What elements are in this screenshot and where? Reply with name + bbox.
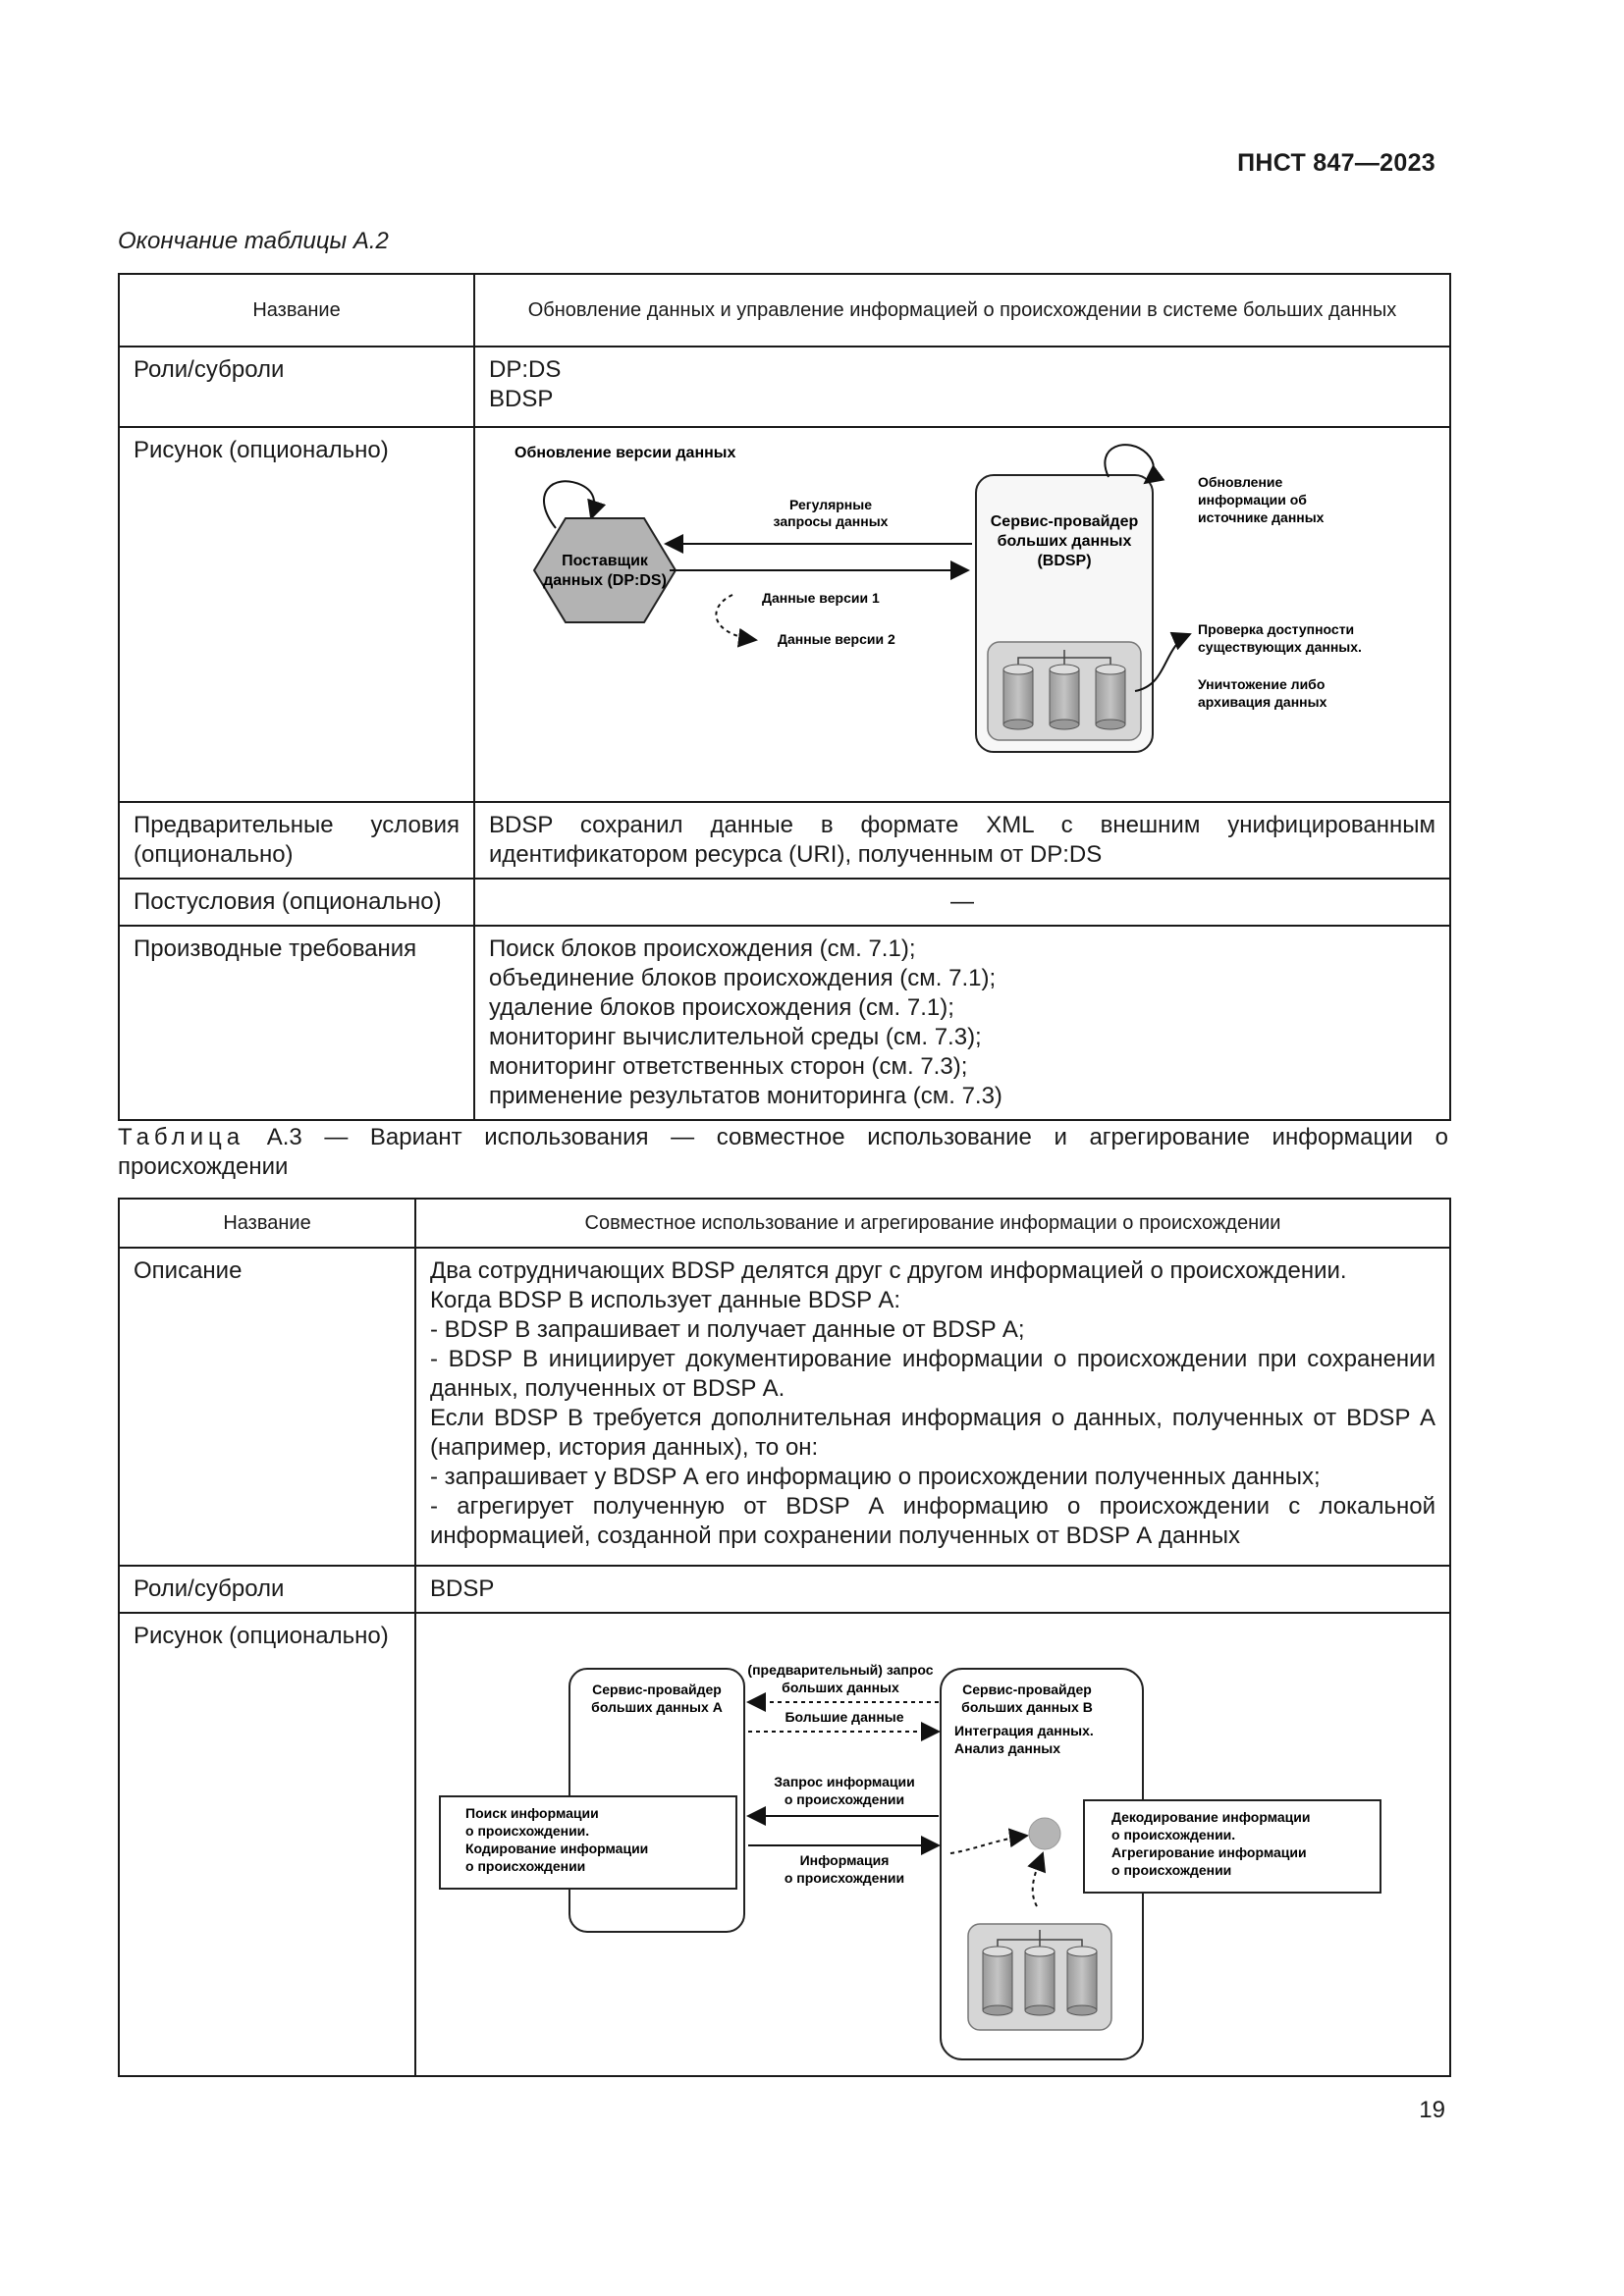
document-code: ПНСТ 847—2023 bbox=[1237, 149, 1435, 177]
requests-label-1: Регулярные bbox=[788, 497, 873, 512]
description-para: - BDSP В запрашивает и получает данные от BDSP А; bbox=[430, 1316, 1025, 1343]
role-item: BDSP bbox=[489, 386, 554, 412]
a3-roles-label: Роли/суброли bbox=[119, 1566, 415, 1613]
bdsp-b-label-4: Анализ данных bbox=[954, 1740, 1061, 1756]
update-label-1: Обновление bbox=[1198, 474, 1283, 490]
table-a3-header-row bbox=[119, 1199, 1450, 1248]
description-para: Два сотрудничающих BDSP делятся друг с другом информацией о происхождении. bbox=[430, 1257, 1347, 1284]
description-value bbox=[415, 1248, 1450, 1566]
aggregation-node bbox=[1029, 1818, 1060, 1849]
provider-label-1: Поставщик bbox=[562, 553, 648, 569]
table-a3-header-name: Название bbox=[119, 1199, 415, 1248]
table-a2-header-name: Название bbox=[119, 274, 474, 347]
table-a2-row-figure bbox=[119, 427, 1450, 802]
right-box-line-3: Агрегирование информации bbox=[1111, 1844, 1307, 1860]
request-label-2: больших данных bbox=[782, 1680, 899, 1695]
right-box-line-1: Декодирование информации bbox=[1111, 1809, 1311, 1825]
table-a2-header-row bbox=[119, 274, 1450, 347]
database-icon bbox=[968, 1924, 1111, 2030]
prov-info-label-1: Информация bbox=[799, 1852, 890, 1868]
description-para: - BDSP В инициирует документирование информации о происхождении при сохранении данных, полученных от BDSP А. bbox=[430, 1346, 1435, 1402]
table-a3-row-figure bbox=[119, 1613, 1450, 2076]
bdsp-label-2: больших данных bbox=[997, 533, 1132, 550]
prov-request-label-2: о происхождении bbox=[784, 1791, 905, 1807]
destroy-label-1: Уничтожение либо bbox=[1198, 676, 1326, 692]
table-a2-header-title: Обновление данных и управление информацией о происхождении в системе больших данных bbox=[474, 274, 1450, 347]
prov-request-label-1: Запрос информации bbox=[774, 1774, 915, 1789]
postconditions-value: — bbox=[474, 879, 1450, 926]
requirement-item: Поиск блоков происхождения (см. 7.1); bbox=[489, 935, 916, 962]
page-number: 19 bbox=[1419, 2097, 1445, 2123]
bdsp-b-label-2: больших данных В bbox=[961, 1699, 1093, 1715]
bdsp-label-3: (BDSP) bbox=[1037, 553, 1092, 569]
requirement-item: объединение блоков происхождения (см. 7.1); bbox=[489, 965, 997, 991]
table-a3-caption-text: А.3 — Вариант использования — совместное использование и агрегирование информации о происхождении bbox=[118, 1124, 1448, 1180]
destroy-label-2: архивация данных bbox=[1198, 694, 1327, 710]
provenance-update-diagram bbox=[475, 428, 1451, 793]
requests-label-2: запросы данных bbox=[773, 513, 889, 529]
preconditions-value: BDSP сохранил данные в формате XML с внешним унифицированным идентификатором ресурса (URI), полученным от DP:DS bbox=[474, 802, 1450, 879]
left-box-line-2: о происхождении. bbox=[465, 1823, 590, 1839]
requirement-item: мониторинг ответственных сторон (см. 7.3); bbox=[489, 1053, 968, 1080]
a3-roles-value: BDSP bbox=[415, 1566, 1450, 1613]
table-a2-row-postconditions bbox=[119, 879, 1450, 926]
requirement-item: применение результатов мониторинга (см. 7.3) bbox=[489, 1083, 1002, 1109]
a3-figure-label: Рисунок (опционально) bbox=[119, 1613, 415, 2076]
description-label: Описание bbox=[119, 1248, 415, 1566]
request-label-1: (предварительный) запрос bbox=[747, 1662, 934, 1678]
derived-label: Производные требования bbox=[119, 926, 474, 1120]
description-para: - агрегирует полученную от BDSP А информацию о происхождении с локальной информацией, созданной при сохранении полученных от BDSP А данных bbox=[430, 1493, 1435, 1549]
prov-info-label-2: о происхождении bbox=[784, 1870, 905, 1886]
table-a3-caption bbox=[118, 1123, 1448, 1182]
bdsp-a-label-1: Сервис-провайдер bbox=[592, 1682, 722, 1697]
a3-figure-cell bbox=[415, 1613, 1450, 2076]
bigdata-label: Большие данные bbox=[785, 1709, 904, 1725]
table-a3 bbox=[118, 1198, 1451, 2077]
requirement-item: мониторинг вычислительной среды (см. 7.3); bbox=[489, 1024, 982, 1050]
bdsp-label-1: Сервис-провайдер bbox=[990, 513, 1139, 530]
version-transition-arrow bbox=[716, 595, 756, 640]
table-a3-header-title: Совместное использование и агрегирование информации о происхождении bbox=[415, 1199, 1450, 1248]
postconditions-label: Постусловия (опционально) bbox=[119, 879, 474, 926]
table-a3-row-roles bbox=[119, 1566, 1450, 1613]
description-para: - запрашивает у BDSP А его информацию о происхождении полученных данных; bbox=[430, 1464, 1321, 1490]
bdsp-b-label-1: Сервис-провайдер bbox=[962, 1682, 1092, 1697]
left-box-line-1: Поиск информации bbox=[465, 1805, 599, 1821]
roles-value bbox=[474, 347, 1450, 427]
diagram-title: Обновление версии данных bbox=[514, 445, 736, 461]
figure-cell bbox=[474, 427, 1450, 802]
table-a3-caption-prefix: Таблица bbox=[118, 1124, 245, 1150]
bdsp-b-label-3: Интеграция данных. bbox=[954, 1723, 1094, 1738]
table-a2-caption: Окончание таблицы А.2 bbox=[118, 228, 389, 254]
description-para: Когда BDSP В использует данные BDSP А: bbox=[430, 1287, 901, 1313]
database-icon bbox=[988, 642, 1141, 740]
role-item: DP:DS bbox=[489, 356, 562, 383]
data-provider-hexagon bbox=[534, 518, 676, 622]
table-a2-row-roles bbox=[119, 347, 1450, 427]
version1-label: Данные версии 1 bbox=[762, 590, 880, 606]
description-para: Если BDSP В требуется дополнительная информация о данных, полученных от BDSP А (например, история данных), то он: bbox=[430, 1405, 1435, 1461]
requirement-item: удаление блоков происхождения (см. 7.1); bbox=[489, 994, 954, 1021]
provider-label-2: данных (DP:DS) bbox=[543, 572, 667, 589]
derived-value bbox=[474, 926, 1450, 1120]
right-box-line-2: о происхождении. bbox=[1111, 1827, 1236, 1842]
left-box-line-3: Кодирование информации bbox=[465, 1841, 649, 1856]
update-label-3: источнике данных bbox=[1198, 509, 1325, 525]
version2-label: Данные версии 2 bbox=[778, 631, 895, 647]
table-a2-row-derived bbox=[119, 926, 1450, 1120]
table-a3-row-description bbox=[119, 1248, 1450, 1566]
right-box-line-4: о происхождении bbox=[1111, 1862, 1232, 1878]
table-a2-row-preconditions bbox=[119, 802, 1450, 879]
left-box-line-4: о происхождении bbox=[465, 1858, 586, 1874]
bdsp-a-label-2: больших данных А bbox=[591, 1699, 723, 1715]
roles-label: Роли/суброли bbox=[119, 347, 474, 427]
check-label-1: Проверка доступности bbox=[1198, 621, 1355, 637]
provenance-sharing-diagram bbox=[416, 1614, 1451, 2067]
check-label-2: существующих данных. bbox=[1198, 639, 1362, 655]
table-a2 bbox=[118, 273, 1451, 1121]
figure-label: Рисунок (опционально) bbox=[119, 427, 474, 802]
preconditions-label: Предварительные условия (опционально) bbox=[119, 802, 474, 879]
update-label-2: информации об bbox=[1198, 492, 1307, 507]
